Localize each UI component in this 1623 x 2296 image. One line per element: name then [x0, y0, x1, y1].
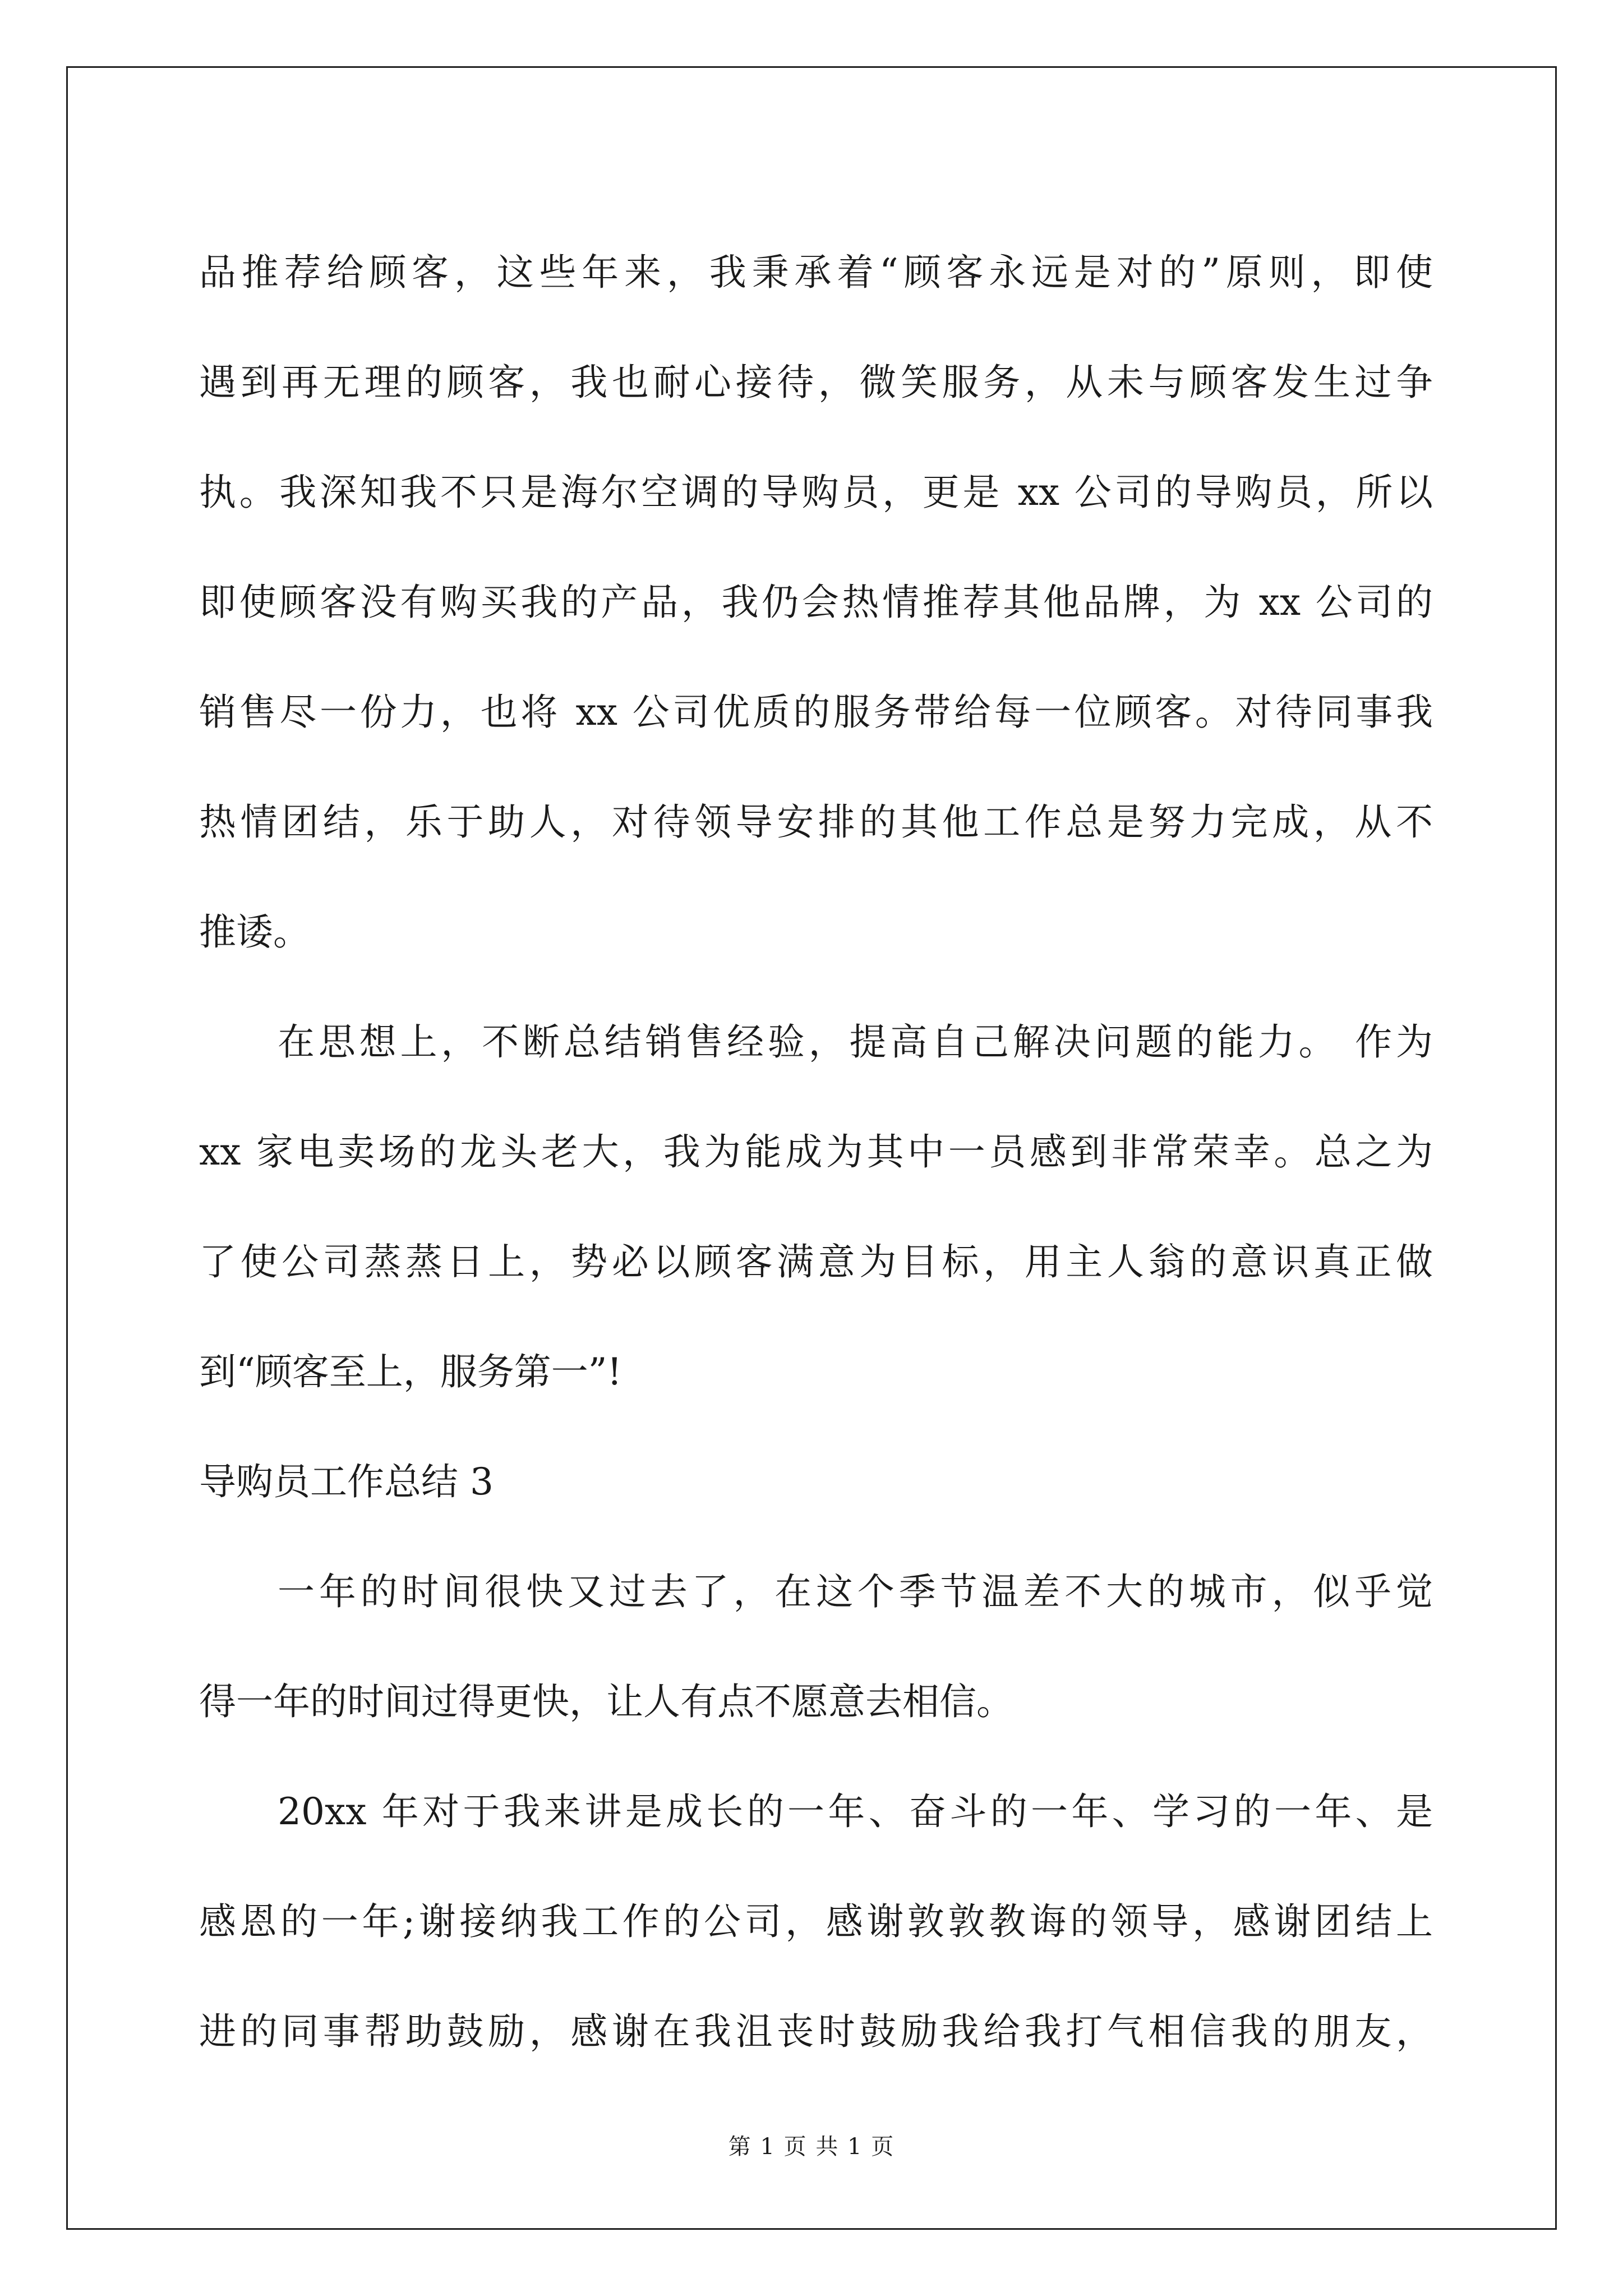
text-line: 执。我深知我不只是海尔空调的导购员，更是 xx 公司的导购员，所以	[199, 471, 1433, 514]
text-line: 即使顾客没有购买我的产品，我仍会热情推荐其他品牌，为 xx 公司的	[199, 581, 1433, 624]
text-line: 了使公司蒸蒸日上，势必以顾客满意为目标，用主人翁的意识真正做	[199, 1240, 1433, 1283]
text-line: xx 家电卖场的龙头老大，我为能成为其中一员感到非常荣幸。总之为	[199, 1130, 1433, 1174]
text-line: 遇到再无理的顾客，我也耐心接待，微笑服务，从未与顾客发生过争	[199, 361, 1433, 404]
text-line: 品推荐给顾客，这些年来，我秉承着“顾客永远是对的”原则，即使	[199, 251, 1433, 294]
text-line: 热情团结，乐于助人，对待领导安排的其他工作总是努力完成，从不	[199, 800, 1433, 844]
text-line: 得一年的时间过得更快，让人有点不愿意去相信。	[199, 1680, 1013, 1723]
page-number-footer: 第 1 页 共 1 页	[728, 2134, 895, 2160]
text-line: 感恩的一年;谢接纳我工作的公司，感谢敦敦教诲的领导，感谢团结上	[199, 1900, 1433, 1943]
section-heading: 导购员工作总结 3	[199, 1460, 494, 1503]
text-line: 在思想上，不断总结销售经验，提高自己解决问题的能力。 作为	[278, 1020, 1433, 1064]
text-line: 一年的时间很快又过去了，在这个季节温差不大的城市，似乎觉	[278, 1570, 1433, 1613]
text-line: 20xx 年对于我来讲是成长的一年、奋斗的一年、学习的一年、是	[278, 1790, 1433, 1833]
text-line: 销售尽一份力，也将 xx 公司优质的服务带给每一位顾客。对待同事我	[199, 691, 1433, 734]
text-line: 到“顾客至上，服务第一”!	[199, 1350, 623, 1393]
text-line: 进的同事帮助鼓励，感谢在我沮丧时鼓励我给我打气相信我的朋友，	[199, 2010, 1433, 2053]
text-line: 推诿。	[199, 910, 310, 954]
document-body	[199, 218, 1433, 2087]
